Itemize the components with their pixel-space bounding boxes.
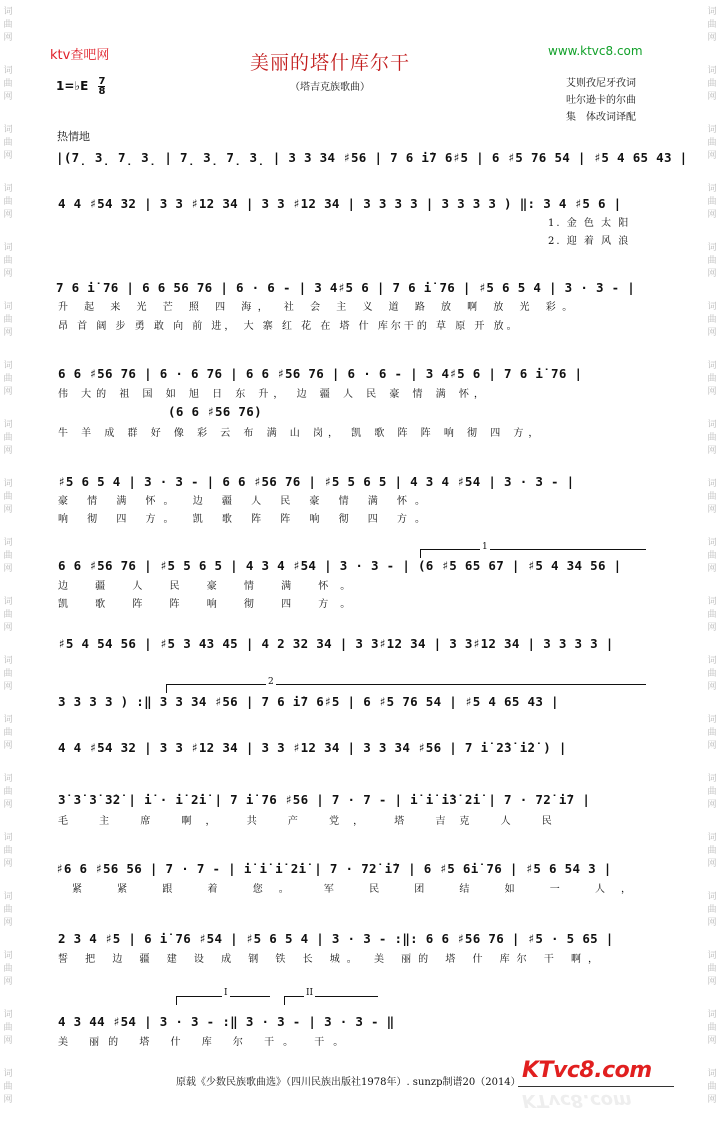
watermark-text: 词 曲 网 — [3, 656, 13, 692]
score-system-11: ♯6 6 ♯56 56 | 7 · 7 - | i̇ i̇ i̇ 2̇i̇ | 7 · 72̇ i̇7 | 6 ♯5 6i̇ 76 | ♯5 6 54 3 | — [56, 861, 612, 876]
composer-credit: 吐尔逊卡的尔曲 — [566, 95, 636, 106]
lyrics-line-11: 紧 紧 跟 着 您。 军 民 团 结 如 一 人， — [72, 884, 647, 895]
score-system-2: 4 4 ♯54 32 | 3 3 ♯12 34 | 3 3 ♯12 34 | 3 3 3 3 | 3 3 3 3 ) ‖: 3 4 ♯5 6 | — [58, 196, 622, 211]
watermark-text: 词 曲 网 — [707, 951, 717, 987]
tempo-marking: 热情地 — [57, 130, 90, 143]
verse-label-2: 2. 迎 着 风 浪 — [548, 236, 631, 247]
lyrics-line-4b: 牛 羊 成 群 好 像 彩 云 布 满 山 岗， 凯 歌 阵 阵 响 彻 四 方， — [58, 428, 544, 439]
lyrics-line-4a: 伟 大的 祖 国 如 旭 日 东 升， 边 疆 人 民 豪 情 满 怀， — [58, 389, 489, 400]
watermark-text: 词 曲 网 — [3, 420, 13, 456]
ktvc8-logo-reflection: KTvc8.com — [522, 1090, 632, 1111]
watermark-text: 词 曲 网 — [3, 892, 13, 928]
watermark-text: 词 曲 网 — [3, 715, 13, 751]
lyrics-line-6a: 边 疆 人 民 豪 情 满 怀。 — [58, 581, 363, 592]
lyrics-line-3a: 升 起 来 光 芒 照 四 海， 社 会 主 义 道 路 放 啊 放 光 彩。 — [58, 302, 579, 313]
watermark-text: 词 曲 网 — [707, 1069, 717, 1105]
watermark-text: 词 曲 网 — [707, 538, 717, 574]
volta-label-II: II — [306, 988, 314, 998]
watermark-text: 词 曲 网 — [707, 1010, 717, 1046]
right-watermark-column — [704, 0, 720, 1147]
watermark-text: 词 曲 网 — [3, 774, 13, 810]
score-system-10: 3̇ 3̇ 3̇ 3̇2̇ | i̇ · i̇ 2̇i̇ | 7 i̇ 76 ♯56 | 7 · 7 - | i̇ i̇ i̇3̇ 2̇i̇ | 7 · 72̇ i̇7 | — [58, 792, 591, 807]
watermark-text: 词 曲 网 — [3, 597, 13, 633]
volta-label-I: I — [224, 988, 228, 998]
lyrics-line-3b: 昂 首 阔 步 勇 敢 向 前 进， 大 寨 红 花 在 塔 什 库尔干的 草 原 开 放。 — [58, 321, 520, 332]
watermark-text: 词 曲 网 — [3, 361, 13, 397]
watermark-text: 词 曲 网 — [707, 361, 717, 397]
watermark-text: 词 曲 网 — [707, 597, 717, 633]
score-system-13: 4 3 44 ♯54 | 3 · 3 - :‖ 3 · 3 - | 3 · 3 - ‖ — [58, 1014, 395, 1029]
watermark-text: 词 曲 网 — [707, 420, 717, 456]
watermark-text: 词 曲 网 — [3, 1010, 13, 1046]
watermark-text: 词 曲 网 — [707, 243, 717, 279]
watermark-text: 词 曲 网 — [707, 66, 717, 102]
left-watermark-column — [0, 0, 16, 1147]
score-system-9: 4 4 ♯54 32 | 3 3 ♯12 34 | 3 3 ♯12 34 | 3 3 34 ♯56 | 7 i̇ 2̇3̇ i̇2̇ ) | — [58, 740, 567, 755]
score-system-6: 6 6 ♯56 76 | ♯5 5 6 5 | 4 3 4 ♯54 | 3 · 3 - | (6 ♯5 65 67 | ♯5 4 34 56 | — [58, 558, 622, 573]
credits — [566, 75, 636, 126]
score-system-3: 7 6 i̇ 76 | 6 6 56 76 | 6 · 6 - | 3 4♯5 6 | 7 6 i̇ 76 | ♯5 6 5 4 | 3 · 3 - | — [56, 280, 636, 295]
lyrics-line-12: 誓 把 边 疆 建 设 成 钢 铁 长 城。 美 丽的 塔 什 库尔 干 啊， — [58, 954, 606, 965]
lyrics-line-13: 美 丽的 塔 什 库 尔 干。 干。 — [58, 1037, 353, 1048]
alt-melody: (6 6 ♯56 76) — [168, 404, 262, 419]
watermark-text: 词 曲 网 — [707, 302, 717, 338]
watermark-text: 词 曲 网 — [3, 243, 13, 279]
watermark-text: 词 曲 网 — [3, 479, 13, 515]
verse-label-1: 1. 金 色 太 阳 — [548, 218, 631, 229]
watermark-text: 词 曲 网 — [3, 184, 13, 220]
score-system-5: ♯5 6 5 4 | 3 · 3 - | 6 6 ♯56 76 | ♯5 5 6 5 | 4 3 4 ♯54 | 3 · 3 - | — [58, 474, 575, 489]
watermark-text: 词 曲 网 — [707, 184, 717, 220]
volta-bracket-II — [284, 996, 378, 997]
ktvc8-logo: KTvc8.com — [522, 1058, 652, 1083]
translator-credit: 集 体改词译配 — [566, 112, 636, 123]
site-url-right[interactable]: www.ktvc8.com — [548, 44, 643, 58]
watermark-text: 词 曲 网 — [3, 66, 13, 102]
watermark-text: 词 曲 网 — [707, 715, 717, 751]
source-note: 原载《少数民族歌曲选》（四川民族出版社1978年）. sunzp制谱20（2014） — [176, 1077, 521, 1088]
lyrics-line-5a: 豪 情 满 怀。 边 疆 人 民 豪 情 满 怀。 — [58, 496, 433, 507]
lyrics-line-5b: 响 彻 四 方。 凯 歌 阵 阵 响 彻 四 方。 — [58, 514, 433, 525]
watermark-text: 词 曲 网 — [707, 7, 717, 43]
watermark-text: 词 曲 网 — [707, 656, 717, 692]
watermark-text: 词 曲 网 — [3, 7, 13, 43]
time-numerator: 7 — [98, 76, 106, 87]
volta-bracket-1 — [420, 549, 646, 550]
watermark-text: 词 曲 网 — [3, 538, 13, 574]
volta-bracket-2 — [166, 684, 646, 685]
watermark-text: 词 曲 网 — [707, 774, 717, 810]
lyrics-line-10: 毛 主 席 啊， 共 产 党， 塔 吉克 人 民 — [58, 816, 566, 827]
lyricist-credit: 艾则孜尼牙孜词 — [566, 78, 636, 89]
watermark-text: 词 曲 网 — [3, 951, 13, 987]
watermark-text: 词 曲 网 — [707, 479, 717, 515]
watermark-text: 词 曲 网 — [707, 892, 717, 928]
watermark-text: 词 曲 网 — [707, 833, 717, 869]
time-denominator: 8 — [98, 86, 106, 97]
watermark-text: 词 曲 网 — [707, 125, 717, 161]
lyrics-line-6b: 凯 歌 阵 阵 响 彻 四 方。 — [58, 599, 363, 610]
score-system-4: 6 6 ♯56 76 | 6 · 6 76 | 6 6 ♯56 76 | 6 · 6 - | 3 4♯5 6 | 7 6 i̇ 76 | — [58, 366, 583, 381]
song-subtitle: （塔吉克族歌曲） — [290, 82, 370, 93]
song-title: 美丽的塔什库尔干 — [250, 52, 411, 74]
time-signature — [98, 77, 105, 96]
footer-rule — [518, 1086, 674, 1087]
watermark-text: 词 曲 网 — [3, 1069, 13, 1105]
watermark-text: 词 曲 网 — [3, 302, 13, 338]
score-system-8: 3 3 3 3 ) :‖ 3 3 34 ♯56 | 7 6 i̇7 6♯5 | 6 ♯5 76 54 | ♯5 4 65 43 | — [58, 694, 559, 709]
score-system-12: 2 3 4 ♯5 | 6 i̇ 76 ♯54 | ♯5 6 5 4 | 3 · 3 - :‖: 6 6 ♯56 76 | ♯5 · 5 65 | — [58, 931, 614, 946]
site-name-left[interactable]: ktv查吧网 — [50, 48, 110, 63]
watermark-text: 词 曲 网 — [3, 125, 13, 161]
score-system-7: ♯5 4 54 56 | ♯5 3 43 45 | 4 2 32 34 | 3 3♯12 34 | 3 3♯12 34 | 3 3 3 3 | — [58, 636, 614, 651]
volta-label-2: 2 — [268, 677, 274, 687]
key-signature — [56, 77, 105, 96]
score-system-1: |(7̣ 3̣ 7̣ 3̣ | 7̣ 3̣ 7̣ 3̣ | 3 3 34 ♯56 | 7 6 i̇7 6♯5 | 6 ♯5 76 54 | ♯5 4 65 43 | — [56, 150, 688, 165]
key-label: 1=♭E — [56, 79, 89, 93]
volta-label-1: 1 — [482, 542, 488, 552]
watermark-text: 词 曲 网 — [3, 833, 13, 869]
